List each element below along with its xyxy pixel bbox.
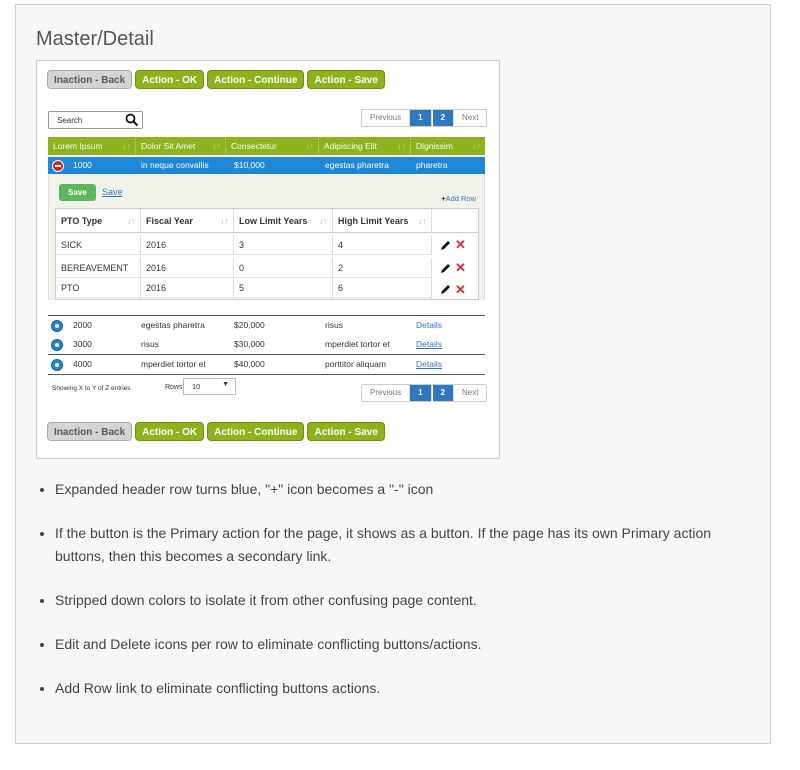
edit-icon[interactable] bbox=[440, 240, 451, 251]
bottom-action-bar bbox=[47, 422, 385, 441]
rows-value: 10 bbox=[192, 382, 201, 391]
cell: mperdiet tortor et bbox=[325, 339, 390, 349]
delete-icon[interactable]: ✕ bbox=[455, 260, 466, 275]
search-input[interactable] bbox=[48, 111, 143, 129]
edit-icon[interactable] bbox=[440, 284, 451, 295]
column-header[interactable]: Dolor Sit Amet ↓↑ bbox=[136, 137, 226, 155]
details-link[interactable]: Details bbox=[416, 320, 442, 330]
cell: 2016 bbox=[141, 258, 234, 278]
cell: BEREAVEMENT bbox=[56, 258, 141, 278]
edit-icon[interactable] bbox=[440, 263, 451, 274]
action-ok-button[interactable]: Action - OK bbox=[135, 422, 204, 441]
cell: 6 bbox=[333, 278, 432, 298]
cell: 2016 bbox=[141, 278, 234, 298]
column-header[interactable]: Adipiscing Elit ↓↑ bbox=[319, 137, 411, 155]
detail-panel bbox=[48, 174, 485, 300]
expand-icon[interactable] bbox=[51, 359, 63, 371]
table-row[interactable] bbox=[48, 355, 485, 375]
note-item: • Add Row link to eliminate conflicting buttons actions. bbox=[55, 677, 755, 700]
entries-summary: Showing X to Y of Z entries bbox=[52, 385, 131, 392]
expand-icon[interactable] bbox=[51, 339, 63, 351]
cell: 0 bbox=[234, 258, 333, 278]
column-header[interactable]: Lorem Ipsum ↓↑ bbox=[48, 137, 136, 155]
rows-per-page-select[interactable] bbox=[183, 378, 236, 395]
collapse-icon[interactable] bbox=[52, 160, 64, 172]
action-save-button[interactable]: Action - Save bbox=[307, 422, 384, 441]
master-detail-card bbox=[36, 60, 500, 459]
cell: 3 bbox=[234, 235, 333, 255]
cell: 2016 bbox=[141, 235, 234, 255]
cell: egestas pharetra bbox=[141, 320, 205, 330]
cell: 3000 bbox=[73, 339, 92, 349]
table-row[interactable] bbox=[48, 315, 485, 336]
delete-icon[interactable]: ✕ bbox=[455, 282, 466, 297]
add-row-link[interactable]: +Add Row bbox=[441, 194, 476, 203]
cell: 2000 bbox=[73, 320, 92, 330]
next-page-button[interactable]: Next bbox=[462, 113, 479, 122]
action-continue-button[interactable]: Action - Continue bbox=[207, 70, 304, 89]
detail-column-header[interactable]: Fiscal Year ↓↑ bbox=[141, 209, 234, 233]
notes-list bbox=[20, 478, 755, 721]
detail-save-link[interactable]: Save bbox=[102, 187, 123, 197]
cell: $30,000 bbox=[234, 339, 265, 349]
page-1-button[interactable]: 1 bbox=[410, 110, 431, 126]
cell: 5 bbox=[234, 278, 333, 298]
detail-column-header[interactable]: PTO Type ↓↑ bbox=[56, 209, 141, 233]
page-2-button[interactable]: 2 bbox=[432, 110, 454, 126]
column-header[interactable]: Consectetur ↓↑ bbox=[226, 137, 319, 155]
inaction-back-button[interactable]: Inaction - Back bbox=[47, 422, 132, 441]
cell: 1000 bbox=[73, 160, 92, 170]
cell: egestas pharetra bbox=[325, 160, 389, 170]
previous-page-button[interactable]: Previous bbox=[362, 110, 410, 126]
table-row[interactable] bbox=[48, 335, 485, 355]
detail-column-header[interactable]: High Limit Years ↓↑ bbox=[333, 209, 432, 233]
cell: SICK bbox=[56, 235, 141, 255]
cell: $20,000 bbox=[234, 320, 265, 330]
cell: PTO bbox=[56, 278, 141, 298]
bottom-pagination bbox=[361, 384, 487, 402]
note-item: • If the button is the Primary action for the page, it shows as a button. If the page has its own Primary action buttons, then this becomes a secondary link. bbox=[55, 522, 755, 568]
table-header bbox=[48, 137, 485, 155]
detail-save-button[interactable]: Save bbox=[59, 184, 96, 201]
action-ok-button[interactable]: Action - OK bbox=[135, 70, 204, 89]
delete-icon[interactable]: ✕ bbox=[455, 237, 466, 252]
action-continue-button[interactable]: Action - Continue bbox=[207, 422, 304, 441]
plus-icon: + bbox=[441, 194, 446, 203]
inaction-back-button[interactable]: Inaction - Back bbox=[47, 70, 132, 89]
details-link[interactable]: Details bbox=[416, 359, 442, 369]
note-item: • Stripped down colors to isolate it from other confusing page content. bbox=[55, 589, 755, 612]
top-action-bar bbox=[47, 70, 385, 89]
cell: 4000 bbox=[73, 359, 92, 369]
cell: $40,000 bbox=[234, 359, 265, 369]
cell: risus bbox=[325, 320, 343, 330]
search-icon[interactable] bbox=[125, 113, 139, 127]
expanded-row[interactable] bbox=[48, 157, 485, 174]
cell: in neque convallis bbox=[141, 160, 209, 170]
cell: 2 bbox=[333, 258, 432, 278]
cell: mperdiet tortor et bbox=[141, 359, 206, 369]
cell: porttitor aliquam bbox=[325, 359, 386, 369]
page-1-button[interactable]: 1 bbox=[410, 385, 431, 401]
detail-table bbox=[55, 208, 479, 300]
search-placeholder: Search bbox=[57, 116, 83, 125]
detail-column-header[interactable]: Low Limit Years ↓↑ bbox=[234, 209, 333, 233]
rows-label: Rows: bbox=[165, 384, 185, 391]
column-header[interactable]: Dignissim ↓↑ bbox=[416, 141, 481, 151]
next-page-button[interactable]: Next bbox=[462, 388, 479, 397]
cell: $10,000 bbox=[234, 160, 265, 170]
note-item: • Edit and Delete icons per row to eliminate conflicting buttons/actions. bbox=[55, 633, 755, 656]
action-save-button[interactable]: Action - Save bbox=[307, 70, 384, 89]
previous-page-button[interactable]: Previous bbox=[362, 385, 410, 401]
cell: risus bbox=[141, 339, 159, 349]
page-2-button[interactable]: 2 bbox=[432, 385, 454, 401]
cell: pharetra bbox=[416, 160, 448, 170]
details-link[interactable]: Details bbox=[416, 339, 442, 349]
note-item: • Expanded header row turns blue, "+" icon becomes a "-" icon bbox=[55, 478, 755, 501]
page-title: Master/Detail bbox=[36, 28, 154, 50]
detail-actions-header bbox=[432, 209, 478, 233]
chevron-down-icon: ▼ bbox=[222, 381, 229, 388]
top-pagination bbox=[361, 109, 487, 127]
cell: 4 bbox=[333, 235, 432, 255]
expand-icon[interactable] bbox=[51, 320, 63, 332]
